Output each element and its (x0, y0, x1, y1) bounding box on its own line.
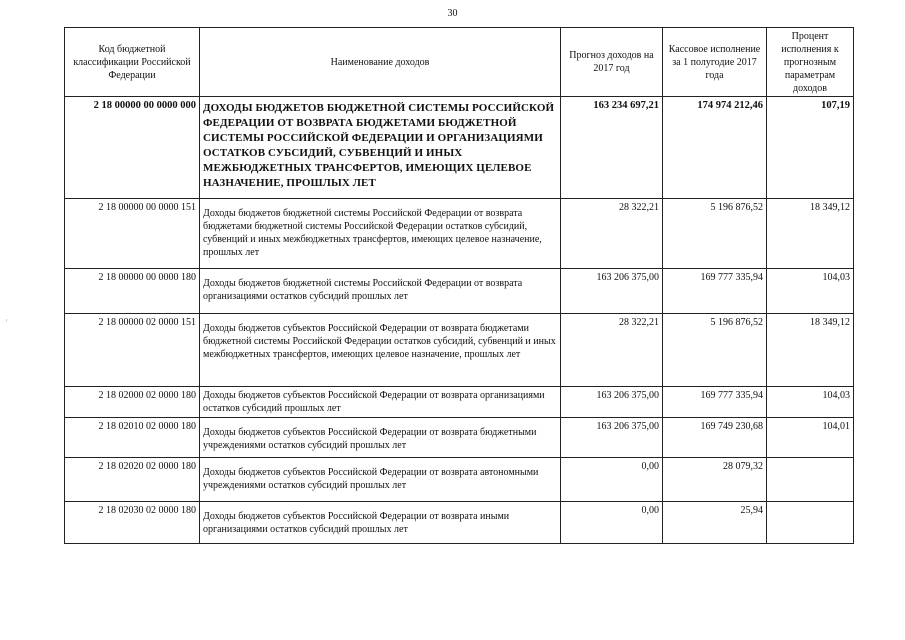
table-header-row (65, 28, 854, 97)
row-percent (767, 502, 854, 544)
row-forecast: 0,00 (561, 458, 663, 502)
row-name: Доходы бюджетов бюджетной системы Российской Федерации от возврата бюджетами бюджетной системы Российской Федерации остатков субсидий, субвенций и иных межбюджетных трансфертов, имеющих целевое назначение, прошлых лет (200, 199, 561, 269)
row-code: 2 18 02020 02 0000 180 (65, 458, 200, 502)
row-percent: 18 349,12 (767, 199, 854, 269)
row-code: 2 18 02030 02 0000 180 (65, 502, 200, 544)
table-row (65, 314, 854, 387)
row-percent: 104,03 (767, 387, 854, 418)
header-percent: Процент исполнения к прогнозным параметрам доходов (767, 28, 854, 97)
table-body (65, 97, 854, 544)
row-cash: 169 749 230,68 (663, 418, 767, 458)
table-row (65, 418, 854, 458)
table-row (65, 269, 854, 314)
row-forecast: 163 206 375,00 (561, 269, 663, 314)
page-number: 30 (447, 8, 458, 19)
header-code: Код бюджетной классификации Российской Федерации (65, 28, 200, 97)
row-name: Доходы бюджетов бюджетной системы Российской Федерации от возврата организациями остатков субсидий прошлых лет (200, 269, 561, 314)
row-cash: 5 196 876,52 (663, 314, 767, 387)
row-forecast: 163 206 375,00 (561, 418, 663, 458)
row-code: 2 18 00000 00 0000 151 (65, 199, 200, 269)
row-percent (767, 458, 854, 502)
row-cash: 174 974 212,46 (663, 97, 767, 199)
row-percent: 107,19 (767, 97, 854, 199)
row-name: ДОХОДЫ БЮДЖЕТОВ БЮДЖЕТНОЙ СИСТЕМЫ РОССИЙСКОЙ ФЕДЕРАЦИИ ОТ ВОЗВРАТА БЮДЖЕТАМИ БЮДЖЕТНОЙ СИСТЕМЫ РОССИЙСКОЙ ФЕДЕРАЦИИ И ОРГАНИЗАЦИЯМИ ОСТАТКОВ СУБСИДИЙ, СУБВЕНЦИЙ И ИНЫХ МЕЖБЮДЖЕТНЫХ ТРАНСФЕРТОВ, ИМЕЮЩИХ ЦЕЛЕВОЕ НАЗНАЧЕНИЕ, ПРОШЛЫХ ЛЕТ (200, 97, 561, 199)
row-code: 2 18 02010 02 0000 180 (65, 418, 200, 458)
row-percent: 18 349,12 (767, 314, 854, 387)
row-forecast: 28 322,21 (561, 314, 663, 387)
row-code: 2 18 02000 02 0000 180 (65, 387, 200, 418)
row-name: Доходы бюджетов субъектов Российской Федерации от возврата организациями остатков субсидий прошлых лет (200, 387, 561, 418)
row-code: 2 18 00000 02 0000 151 (65, 314, 200, 387)
header-name: Наименование доходов (200, 28, 561, 97)
table-row (65, 97, 854, 199)
budget-revenue-table (64, 27, 854, 544)
row-name: Доходы бюджетов субъектов Российской Федерации от возврата бюджетными учреждениями остатков субсидий прошлых лет (200, 418, 561, 458)
row-name: Доходы бюджетов субъектов Российской Федерации от возврата иными организациями остатков субсидий прошлых лет (200, 502, 561, 544)
row-code: 2 18 00000 00 0000 000 (65, 97, 200, 199)
header-cash: Кассовое исполнение за 1 полугодие 2017 года (663, 28, 767, 97)
table-row (65, 458, 854, 502)
table-row (65, 502, 854, 544)
margin-mark: ' (6, 318, 8, 327)
row-percent: 104,03 (767, 269, 854, 314)
row-forecast: 28 322,21 (561, 199, 663, 269)
row-cash: 25,94 (663, 502, 767, 544)
row-cash: 5 196 876,52 (663, 199, 767, 269)
row-name: Доходы бюджетов субъектов Российской Федерации от возврата бюджетами бюджетной системы Российской Федерации остатков субсидий, субвенций и иных межбюджетных трансфертов, имеющих целевое назначение, прошлых лет (200, 314, 561, 387)
row-percent: 104,01 (767, 418, 854, 458)
table-row (65, 199, 854, 269)
header-forecast: Прогноз доходов на 2017 год (561, 28, 663, 97)
row-cash: 169 777 335,94 (663, 269, 767, 314)
row-code: 2 18 00000 00 0000 180 (65, 269, 200, 314)
row-cash: 28 079,32 (663, 458, 767, 502)
row-cash: 169 777 335,94 (663, 387, 767, 418)
row-forecast: 163 234 697,21 (561, 97, 663, 199)
row-forecast: 163 206 375,00 (561, 387, 663, 418)
row-forecast: 0,00 (561, 502, 663, 544)
table-row (65, 387, 854, 418)
row-name: Доходы бюджетов субъектов Российской Федерации от возврата автономными учреждениями остатков субсидий прошлых лет (200, 458, 561, 502)
